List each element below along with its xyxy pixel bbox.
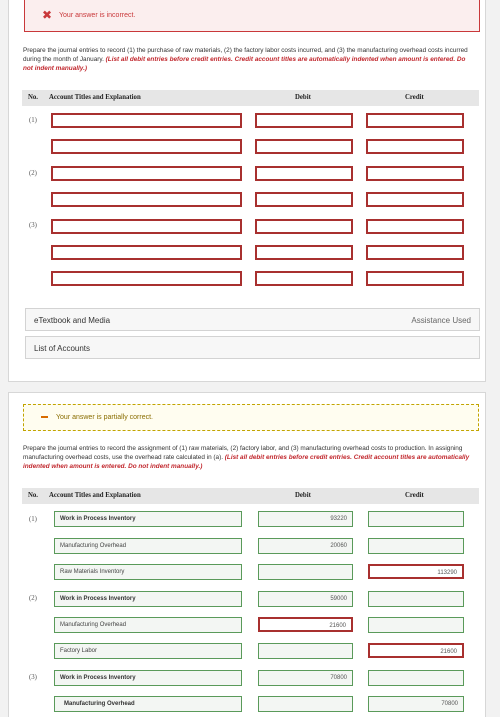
header-no: No. [28, 94, 39, 101]
account-title-value: Manufacturing Overhead [60, 622, 127, 628]
debit-input[interactable] [258, 511, 353, 527]
header-credit: Credit [405, 492, 424, 499]
account-title-value: Work in Process Inventory [60, 596, 136, 602]
debit-input[interactable] [255, 192, 353, 207]
credit-input[interactable] [368, 643, 464, 658]
assistance-used-label: Assistance Used [411, 316, 471, 325]
credit-input[interactable] [366, 113, 464, 128]
header-account: Account Titles and Explanation [49, 492, 141, 499]
credit-input[interactable] [366, 139, 464, 154]
debit-input[interactable] [255, 139, 353, 154]
partial-alert-text: Your answer is partially correct. [56, 414, 154, 421]
credit-input[interactable] [368, 591, 464, 607]
account-title-value: Work in Process Inventory [60, 516, 136, 522]
minus-icon [41, 416, 48, 418]
account-title-input[interactable] [51, 219, 242, 234]
account-title-input[interactable] [54, 643, 242, 659]
entry-number: (2) [29, 595, 37, 602]
account-title-value: Manufacturing Overhead [64, 701, 135, 707]
debit-input[interactable] [255, 219, 353, 234]
etextbook-media-button[interactable] [25, 308, 480, 331]
credit-input[interactable] [368, 670, 464, 686]
x-icon: ✖ [42, 8, 53, 22]
account-title-input[interactable] [54, 670, 242, 686]
instructions-text: Prepare the journal entries to record (1) the purchase of raw materials, (2) the factory labor costs incurred, and (3) the manufacturing overhead costs incurred during the month of January. [23, 47, 468, 63]
debit-value: 59000 [330, 596, 347, 602]
header-account: Account Titles and Explanation [49, 94, 141, 101]
debit-input[interactable] [258, 591, 353, 607]
account-title-input[interactable] [51, 192, 242, 207]
instructions-note: (List all debit entries before credit entries. Credit account titles are automatically indented when amount is entered. Do not indent manually.) [23, 454, 470, 470]
account-title-input[interactable] [51, 245, 242, 260]
header-debit: Debit [295, 492, 311, 499]
journal-table-header [22, 90, 479, 106]
entry-number: (1) [29, 516, 37, 523]
account-title-input[interactable] [51, 113, 242, 128]
credit-input[interactable] [368, 511, 464, 527]
account-title-value: Work in Process Inventory [60, 675, 136, 681]
debit-input[interactable] [258, 564, 353, 580]
header-debit: Debit [295, 94, 311, 101]
question-part-1 [8, 0, 486, 382]
account-title-input[interactable] [54, 538, 242, 554]
credit-input[interactable] [366, 219, 464, 234]
account-title-value: Raw Materials Inventory [60, 569, 125, 575]
journal-table-header [22, 488, 479, 504]
etextbook-label: eTextbook and Media [34, 316, 111, 325]
debit-input[interactable] [258, 538, 353, 554]
credit-input[interactable] [366, 192, 464, 207]
credit-input[interactable] [366, 271, 464, 286]
entry-number: (2) [29, 170, 37, 177]
debit-value: 93220 [330, 516, 347, 522]
credit-input[interactable] [368, 538, 464, 554]
credit-value: 21600 [440, 649, 457, 655]
instructions [23, 444, 473, 471]
incorrect-alert-text: Your answer is incorrect. [59, 12, 136, 19]
debit-input[interactable] [258, 670, 353, 686]
account-title-input[interactable] [51, 271, 242, 286]
credit-input[interactable] [368, 564, 464, 579]
credit-input[interactable] [366, 166, 464, 181]
account-title-input[interactable] [51, 166, 242, 181]
partial-alert [23, 404, 479, 431]
debit-input[interactable] [258, 617, 353, 632]
header-credit: Credit [405, 94, 424, 101]
debit-input[interactable] [258, 696, 353, 712]
account-title-value: Factory Labor [60, 648, 98, 654]
debit-value: 21600 [329, 623, 346, 629]
debit-input[interactable] [258, 643, 353, 659]
credit-input[interactable] [368, 696, 464, 712]
instructions [23, 46, 473, 73]
debit-input[interactable] [255, 166, 353, 181]
credit-input[interactable] [368, 617, 464, 633]
account-title-value: Manufacturing Overhead [60, 543, 127, 549]
instructions-text: Prepare the journal entries to record the assignment of (1) raw materials, (2) factory labor, and (3) manufacturing overhead costs to production. In assigning manufacturing overhead costs, use the overhead rate calculated in (a). [23, 445, 463, 461]
credit-value: 70800 [441, 701, 458, 707]
debit-input[interactable] [255, 271, 353, 286]
debit-input[interactable] [255, 113, 353, 128]
account-title-input[interactable] [54, 511, 242, 527]
entry-number: (1) [29, 117, 37, 124]
account-title-input[interactable] [54, 591, 242, 607]
debit-value: 70800 [330, 675, 347, 681]
debit-input[interactable] [255, 245, 353, 260]
entry-number: (3) [29, 674, 37, 681]
list-of-accounts-button[interactable] [25, 336, 480, 359]
credit-input[interactable] [366, 245, 464, 260]
credit-value: 113290 [437, 570, 457, 576]
account-title-input[interactable] [54, 617, 242, 633]
account-title-input[interactable] [54, 696, 242, 712]
header-no: No. [28, 492, 39, 499]
question-part-2 [8, 392, 486, 717]
debit-value: 20060 [330, 543, 347, 549]
account-title-input[interactable] [54, 564, 242, 580]
entry-number: (3) [29, 222, 37, 229]
instructions-note: (List all debit entries before credit entries. Credit account titles are automatically indented when amount is entered. Do not indent manually.) [23, 56, 466, 72]
list-of-accounts-label: List of Accounts [34, 344, 91, 353]
incorrect-alert [24, 0, 480, 32]
account-title-input[interactable] [51, 139, 242, 154]
